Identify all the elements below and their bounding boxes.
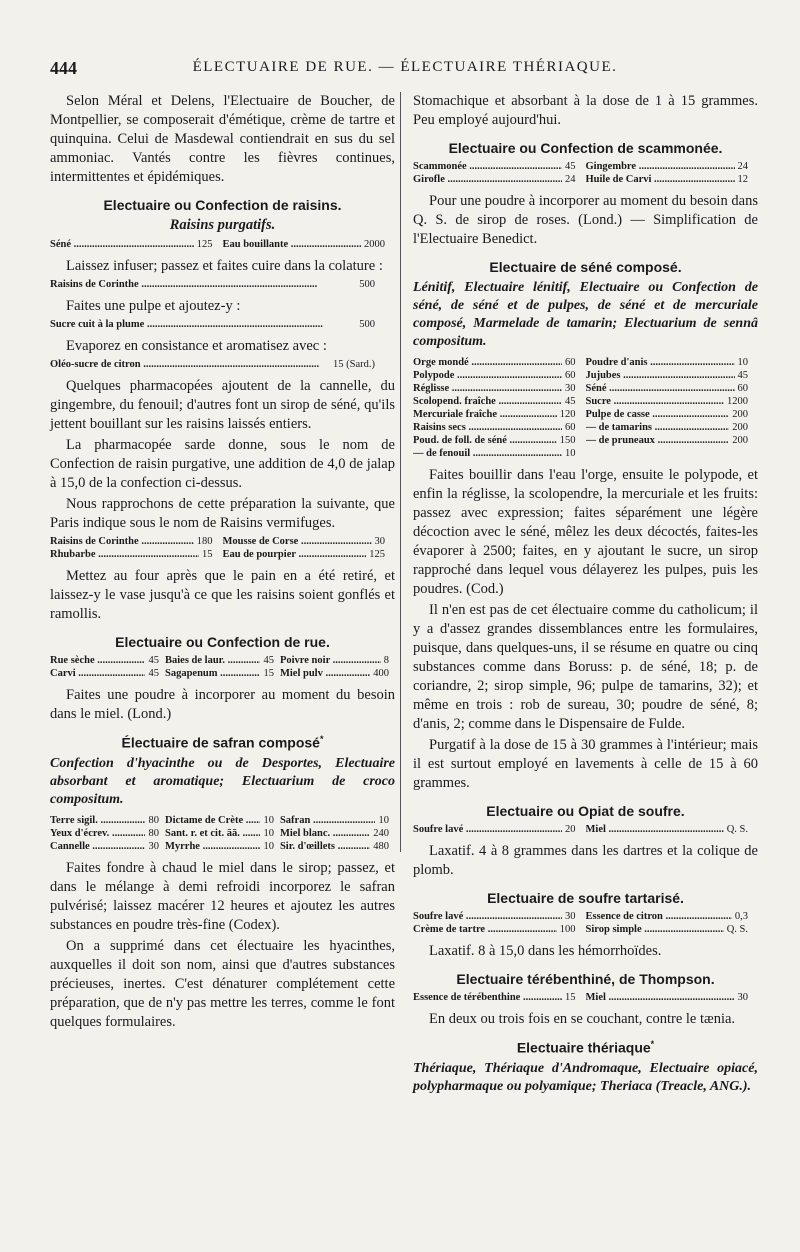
footnote-star: * bbox=[319, 734, 324, 744]
paragraph-pulpe: Faites une pulpe et ajoutez-y : bbox=[66, 298, 241, 314]
heading-sene: Electuaire de séné composé. bbox=[489, 259, 682, 275]
recipe-sucre bbox=[50, 318, 395, 331]
recipe-item: Gingembre ..... 24 bbox=[586, 160, 759, 173]
recipe-item: Cannelle ..... 30 bbox=[50, 840, 165, 853]
recipe-item: Séné ..... 60 bbox=[586, 382, 759, 395]
recipe-item: Poudre d'anis ..... 10 bbox=[586, 356, 759, 369]
recipe-item: Miel ..... 30 bbox=[586, 991, 759, 1004]
synonyms-safran: Confection d'hyacinthe ou de Desportes, Electuaire absorbant et aromatique; Electuarium de croco compositum. bbox=[50, 755, 395, 807]
recipe-raisins-vermifuges bbox=[50, 535, 395, 561]
recipe-item: Scolopend. fraîche ..... 45 bbox=[413, 395, 586, 408]
recipe-item: Sagapenum ..... 15 bbox=[165, 667, 280, 680]
recipe-rue bbox=[50, 654, 395, 680]
recipe-item: Huile de Carvi ..... 12 bbox=[586, 173, 759, 186]
recipe-item: Raisins de Corinthe ..... 180 bbox=[50, 535, 223, 548]
recipe-item: Rue sèche ..... 45 bbox=[50, 654, 165, 667]
recipe-item: Miel ..... Q. S. bbox=[586, 823, 759, 836]
synonyms-theriaque: Thériaque, Thériaque d'Andromaque, Electuaire opiacé, polypharmaque ou polyamique; Theriaca (Treacle, ANG.). bbox=[413, 1060, 758, 1094]
heading-soufre-tartarise: Electuaire de soufre tartarisé. bbox=[487, 890, 684, 906]
recipe-raisins bbox=[50, 238, 395, 251]
paragraph-soufre: Laxatif. 4 à 8 grammes dans les dartres et la colique de plomb. bbox=[413, 843, 758, 878]
paragraph-catholicum: Il n'en est pas de cet électuaire comme du catholicum; il y a d'assez grandes dissemblances entre les formulaires, puisque, dans quelques-uns, il se résume en quatre ou cinq substances comme dans Boruss: p. de séné, 18; p. de coriandre, 2; sirop simple, 96; pulpe de tamarins, 32); et même en trois : rob de sureau, 30; poudre de séné, 8; d'anis, 2; comme dans le Dispensaire de Fulde. bbox=[413, 602, 758, 732]
recipe-sene bbox=[413, 356, 758, 460]
paragraph-evaporez: Evaporez en consistance et aromatisez avec : bbox=[66, 338, 327, 354]
paragraph-stomachique: Stomachique et absorbant à la dose de 1 à 15 grammes. Peu employé aujourd'hui. bbox=[413, 93, 758, 128]
heading-thompson: Electuaire térébenthiné, de Thompson. bbox=[456, 971, 715, 987]
recipe-item: Poivre noir ..... 8 bbox=[280, 654, 395, 667]
page-header bbox=[50, 58, 760, 82]
recipe-soufre-tartarise bbox=[413, 910, 758, 936]
recipe-item: Terre sigil. ..... 80 bbox=[50, 814, 165, 827]
recipe-item: Sant. r. et cit. āā. ..... 10 bbox=[165, 827, 280, 840]
paragraph-supprime: On a supprimé dans cet électuaire les hyacinthes, auxquelles il doit son nom, ainsi que d'autres substances précieuses, inertes. C'est dénaturer complétement cette préparation, que de n'y pas mettre les terres, comme le font quelques formulaires. bbox=[50, 937, 395, 1030]
recipe-item: Polypode ..... 60 bbox=[413, 369, 586, 382]
recipe-item: Jujubes ..... 45 bbox=[586, 369, 759, 382]
heading-theriaque: Electuaire thériaque* bbox=[516, 1039, 655, 1056]
paragraph-fondre: Faites fondre à chaud le miel dans le sirop; passez, et dans le mélange à demi refroidi incorporez le safran pulvérisé; laissez macérer 12 heures et ajoutez les autres substances en poudre très-fine (Codex). bbox=[50, 859, 395, 933]
recipe-item: — de tamarins ..... 200 bbox=[586, 421, 759, 434]
recipe-item: Soufre lavé ..... 20 bbox=[413, 823, 586, 836]
recipe-item: Dictame de Crète ..... 10 bbox=[165, 814, 280, 827]
running-head: ÉLECTUAIRE DE RUE. — ÉLECTUAIRE THÉRIAQUE. bbox=[192, 59, 618, 75]
page-number: 444 bbox=[50, 58, 77, 78]
recipe-item: Rhubarbe ..... 15 bbox=[50, 548, 223, 561]
paragraph-laxatif: Laxatif. 8 à 15,0 dans les hémorrhoïdes. bbox=[429, 943, 662, 959]
recipe-item: Baies de laur. ..... 45 bbox=[165, 654, 280, 667]
recipe-safran bbox=[50, 814, 395, 853]
recipe-item: Essence de térébenthine ..... 15 bbox=[413, 991, 586, 1004]
right-column bbox=[413, 92, 758, 1101]
heading-soufre: Electuaire ou Opiat de soufre. bbox=[486, 803, 685, 819]
recipe-item: Raisins de Corinthe ..... 500 bbox=[50, 278, 395, 291]
column-divider bbox=[400, 92, 401, 852]
recipe-item: Pulpe de casse ..... 200 bbox=[586, 408, 759, 421]
recipe-item: Sucre ..... 1200 bbox=[586, 395, 759, 408]
recipe-item: — de pruneaux ..... 200 bbox=[586, 434, 759, 447]
recipe-item: Miel blanc. ..... 240 bbox=[280, 827, 395, 840]
recipe-soufre bbox=[413, 823, 758, 836]
recipe-item: Myrrhe ..... 10 bbox=[165, 840, 280, 853]
footnote-star: * bbox=[650, 1039, 655, 1049]
recipe-item: Sucre cuit à la plume ..... 500 bbox=[50, 318, 395, 331]
recipe-item: Yeux d'écrev. ..... 80 bbox=[50, 827, 165, 840]
heading-scammonee: Electuaire ou Confection de scammonée. bbox=[448, 140, 723, 156]
recipe-item: Raisins secs ..... 60 bbox=[413, 421, 586, 434]
recipe-item: — de fenouil ..... 10 bbox=[413, 447, 586, 460]
recipe-item: Mousse de Corse ..... 30 bbox=[223, 535, 396, 548]
recipe-item: Girofle ..... 24 bbox=[413, 173, 586, 186]
paragraph-sarde: La pharmacopée sarde donne, sous le nom de Confection de raisin purgative, une addition de 4,0 de jalap à 15,0 de la confection ci-dessus. bbox=[50, 437, 395, 491]
subheading-raisins-purgatifs: Raisins purgatifs. bbox=[169, 217, 276, 233]
paragraph-poudre: Faites une poudre à incorporer au moment du besoin dans le miel. (Lond.) bbox=[50, 687, 395, 722]
synonyms-sene: Lénitif, Electuaire lénitif, Electuaire ou Confection de séné, de séné et de pulpes, de séné et de mercuriale composé, Marmelade de tamarin; Electuarium de sennâ compositum. bbox=[413, 280, 758, 349]
paragraph-thompson: En deux ou trois fois en se couchant, contre le tænia. bbox=[429, 1011, 736, 1027]
recipe-item: Safran ..... 10 bbox=[280, 814, 395, 827]
heading-safran: Électuaire de safran composé* bbox=[121, 734, 324, 751]
recipe-item: Sir. d'œillets ..... 480 bbox=[280, 840, 395, 853]
recipe-item: Soufre lavé ..... 30 bbox=[413, 910, 586, 923]
recipe-oleo-sucre bbox=[50, 358, 395, 371]
recipe-item: Scammonée ..... 45 bbox=[413, 160, 586, 173]
recipe-thompson bbox=[413, 991, 758, 1004]
intro-paragraph: Selon Méral et Delens, l'Electuaire de Boucher, de Montpellier, se composerait d'émétique, crème de tartre et quinquina. Celui de Masdewal contiendrait en sus du sel ammoniac. Vantés contre les fièvres continues, intermittentes et épidémiques. bbox=[50, 93, 395, 185]
recipe-scammonee bbox=[413, 160, 758, 186]
left-column bbox=[50, 92, 395, 1034]
recipe-item: Poud. de foll. de séné ..... 150 bbox=[413, 434, 586, 447]
recipe-item: Réglisse ..... 30 bbox=[413, 382, 586, 395]
paragraph-infuser: Laissez infuser; passez et faites cuire dans la colature : bbox=[66, 258, 383, 274]
heading-raisins: Electuaire ou Confection de raisins. bbox=[103, 197, 342, 213]
recipe-item: Carvi ..... 45 bbox=[50, 667, 165, 680]
recipe-item: Eau bouillante ..... 2000 bbox=[223, 238, 396, 251]
recipe-item: Crème de tartre ..... 100 bbox=[413, 923, 586, 936]
recipe-corinthe bbox=[50, 278, 395, 291]
paragraph-four: Mettez au four après que le pain en a été retiré, et laissez-y le vase jusqu'à ce que les raisins soient gonflés et ramollis. bbox=[50, 568, 395, 622]
paragraph-scammonee: Pour une poudre à incorporer au moment du besoin dans Q. S. de sirop de roses. (Lond.) — Simplification de l'Electuaire Benedict. bbox=[413, 193, 758, 247]
recipe-item: Essence de citron ..... 0,3 bbox=[586, 910, 759, 923]
recipe-item: Séné ..... 125 bbox=[50, 238, 223, 251]
recipe-item: Eau de pourpier ..... 125 bbox=[223, 548, 396, 561]
recipe-item: Mercuriale fraîche ..... 120 bbox=[413, 408, 586, 421]
paragraph-rapprochons: Nous rapprochons de cette préparation la suivante, que Paris indique sous le nom de Raisins vermifuges. bbox=[50, 496, 395, 531]
recipe-item: Orge mondé ..... 60 bbox=[413, 356, 586, 369]
paragraph-bouillir: Faites bouillir dans l'eau l'orge, ensuite le polypode, et enfin la réglisse, la scolopendre, la mercuriale et les fruits: passez avec expression; faites séparément une légère décoction avec le séné, mêlez les deux décoctés, faites-les évaporer à 2500; faites, en y ajoutant le sucre, un sirop rapproché dans lequel vous délayerez les pulpes, puis les poudres. (Cod.) bbox=[413, 467, 758, 597]
recipe-item: Miel pulv ..... 400 bbox=[280, 667, 395, 680]
paragraph-quelques: Quelques pharmacopées ajoutent de la cannelle, du gingembre, du fenouil; d'autres font un sirop de séné, qu'ils jettent bouillant sur les raisins laissés entiers. bbox=[50, 378, 395, 432]
heading-rue: Electuaire ou Confection de rue. bbox=[115, 634, 330, 650]
paragraph-purgatif: Purgatif à la dose de 15 à 30 grammes à l'intérieur; mais il est surtout employé en lavements à celle de 15 à 60 grammes. bbox=[413, 737, 758, 791]
recipe-item: Oléo-sucre de citron ..... 15 (Sard.) bbox=[50, 358, 395, 371]
recipe-item: Sirop simple ..... Q. S. bbox=[586, 923, 759, 936]
